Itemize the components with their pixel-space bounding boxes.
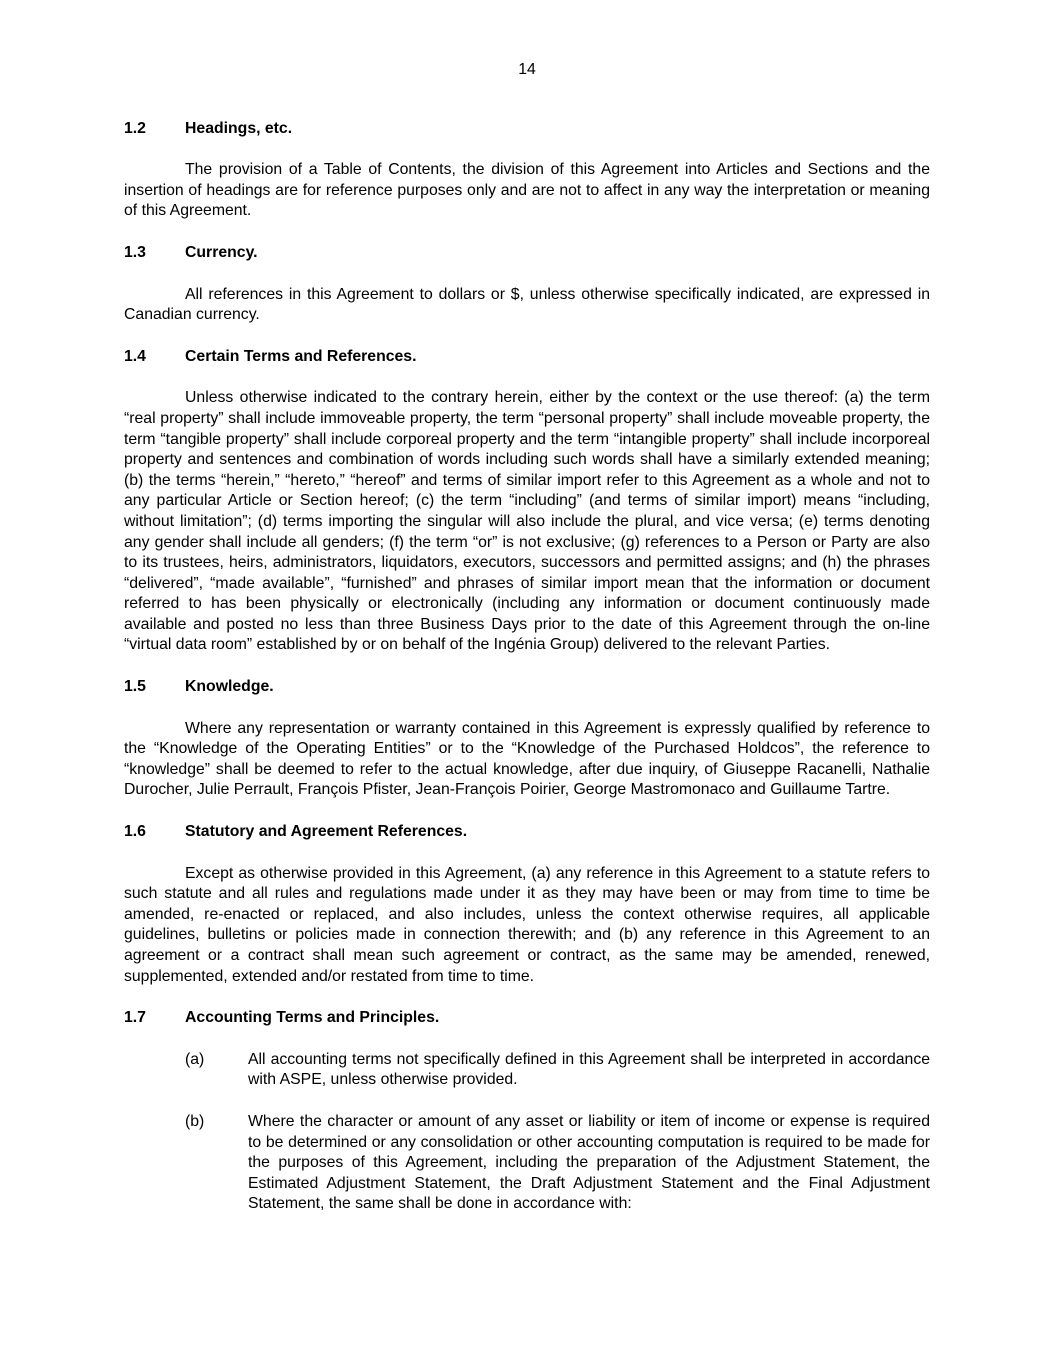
item-text: All accounting terms not specifically defined in this Agreement shall be interpreted in accordance with ASPE, unless otherwise provided. [248,1050,930,1089]
section-knowledge [124,677,930,801]
paragraph: Where any representation or warranty contained in this Agreement is expressly qualified by reference to the “Knowledge of the Operating Entities” or to the “Knowledge of the Purchased Holdcos”, the reference to “knowledge” shall be deemed to refer to the actual knowledge, after due inquiry, of Giuseppe Racanelli, Nathalie Durocher, Julie Perrault, François Pfister, Jean-François Poirier, George Mastromonaco and Guillaume Tartre. [124,719,930,799]
section-number: 1.7 [124,1009,146,1027]
item-label: (a) [185,1050,205,1068]
item-label: (b) [185,1112,205,1130]
section-number: 1.3 [124,243,146,261]
section-number: 1.2 [124,119,146,137]
section-number: 1.5 [124,678,146,696]
section-number: 1.6 [124,823,146,841]
section-title: Headings, etc. [185,119,293,137]
section-heading [124,243,930,264]
paragraph: All references in this Agreement to dollars or $, unless otherwise specifically indicated, are expressed in Canadian currency. [124,285,930,324]
section-statutory-and-agreement-references [124,822,930,987]
section-heading [124,677,930,698]
list-item-b [185,1112,930,1215]
paragraph: Unless otherwise indicated to the contrary herein, either by the context or the use thereof: (a) the term “real property” shall include immoveable property, the term “personal property” shall include moveable property, the term “tangible property” shall include corporeal property and the term “intangible property” shall include incorporeal property and sentences and combination of words including such words shall have a similarly extended meaning; (b) the terms “herein,” “hereto,” “hereof” and terms of similar import refer to this Agreement as a whole and not to any particular Article or Section hereof; (c) the term “including” (and terms of similar import) means “including, without limitation”; (d) terms importing the singular will also include the plural, and vice versa; (e) terms denoting any gender shall include all genders; (f) the term “or” is not exclusive; (g) references to a Person or Party are also to its trustees, heirs, administrators, liquidators, executors, successors and permitted assigns; and (h) the phrases “delivered”, “made available”, “furnished” and phrases of similar import mean that the information or document referred to has been physically or electronically (including any information or document continuously made available and posted no less than three Business Days prior to the date of this Agreement through the on-line “virtual data room” established by or on behalf of the Ingénia Group) delivered to the relevant Parties. [124,389,930,654]
section-title: Knowledge. [185,678,274,696]
section-title: Statutory and Agreement References. [185,823,468,841]
section-heading [124,822,930,843]
section-accounting-terms-and-principles [124,1008,930,1215]
page-number: 14 [518,61,536,78]
section-heading [124,1008,930,1029]
paragraph: The provision of a Table of Contents, the division of this Agreement into Articles and Sections and the insertion of headings are for reference purposes only and are not to affect in any way the interpretation or meaning of this Agreement. [124,161,930,220]
section-number: 1.4 [124,347,146,365]
section-title: Accounting Terms and Principles. [185,1009,440,1027]
item-text: Where the character or amount of any asset or liability or item of income or expense is required to be determined or any consolidation or other accounting computation is required to be made for the purposes of this Agreement, including the preparation of the Adjustment Statement, the Estimated Adjustment Statement, the Draft Adjustment Statement and the Final Adjustment Statement, the same shall be done in accordance with: [248,1112,930,1213]
list-item-a [185,1050,930,1091]
paragraph: Except as otherwise provided in this Agreement, (a) any reference in this Agreement to a statute refers to such statute and all rules and regulations made under it as they may have been or may from time to time be amended, re-enacted or replaced, and also includes, unless the context otherwise requires, all applicable guidelines, bulletins or policies made in connection therewith; and (b) any reference in this Agreement to an agreement or a contract shall mean such agreement or contract, as the same may be amended, renewed, supplemented, extended and/or restated from time to time. [124,864,930,985]
section-heading [124,119,930,140]
section-currency [124,243,930,326]
section-title: Certain Terms and References. [185,347,417,365]
section-heading [124,347,930,368]
section-title: Currency. [185,243,258,261]
section-headings-etc [124,119,930,222]
section-certain-terms-and-references [124,347,930,656]
